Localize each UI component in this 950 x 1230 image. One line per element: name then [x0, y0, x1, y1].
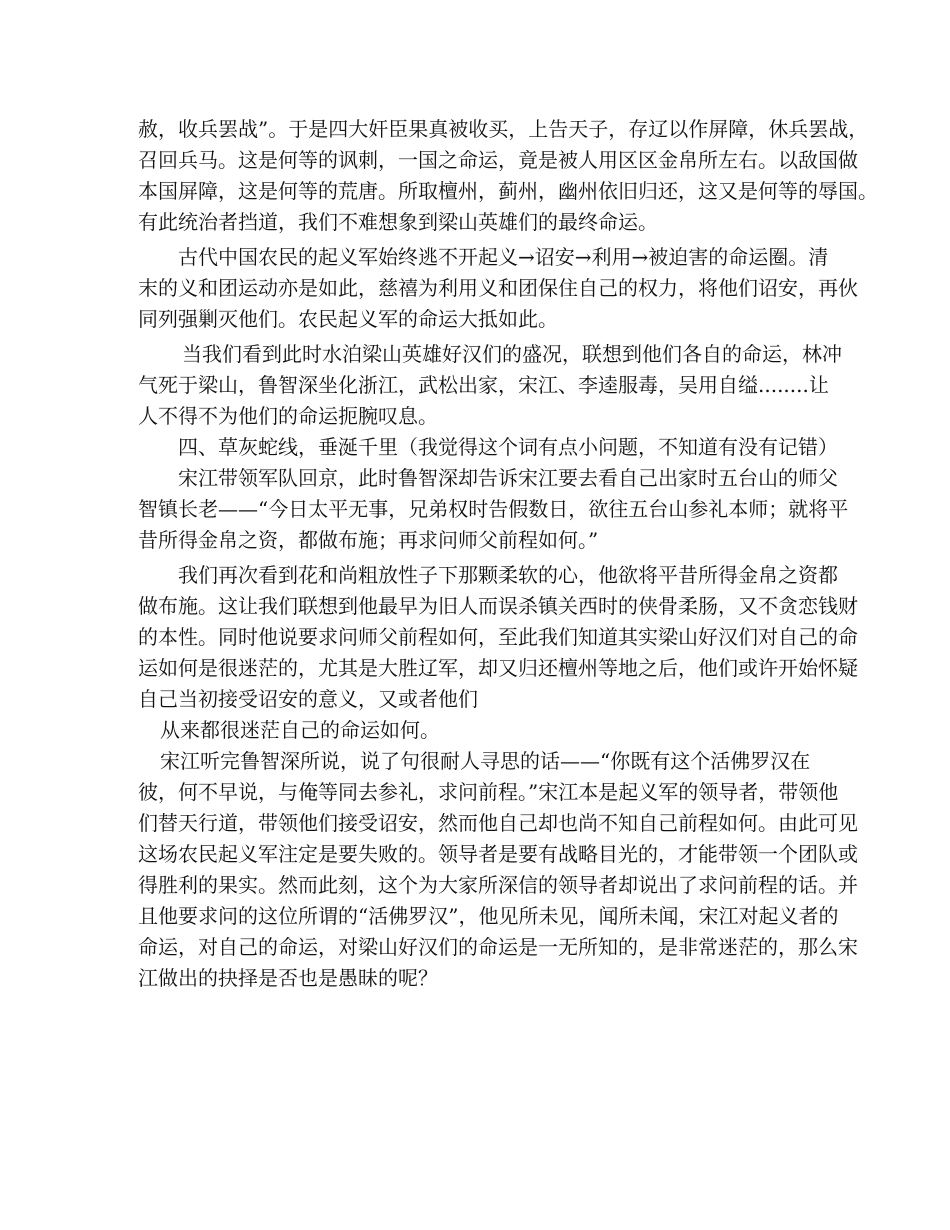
text-line: 运如何是很迷茫的，尤其是大胜辽军，却又归还檀州等地之后，他们或许开始怀疑	[138, 656, 858, 680]
text-line: 这场农民起义军注定是要失败的。领导者是要有战略目光的，才能带领一个团队或	[138, 842, 858, 866]
text-line: 当我们看到此时水泊梁山英雄好汉们的盛况，联想到他们各自的命运，林冲	[182, 342, 842, 366]
text-line: 有此统治者挡道，我们不难想象到梁山英雄们的最终命运。	[138, 210, 658, 234]
text-line: 命运，对自己的命运，对梁山好汉们的命运是一无所知的，是非常迷茫的，那么宋	[138, 935, 858, 959]
text-line: 同列强剿灭他们。农民起义军的命运大抵如此。	[138, 307, 558, 331]
text-line: 从来都很迷茫自己的命运如何。	[160, 718, 440, 742]
text-line: 自己当初接受诏安的意义，又或者他们	[138, 687, 478, 711]
text-line: 智镇长老——“今日太平无事，兄弟权时告假数日，欲往五台山参礼本师；就将平	[138, 497, 849, 521]
text-line: 江做出的抉择是否也是愚昧的呢？	[138, 966, 438, 990]
text-line: 彼，何不早说，与俺等同去参礼，求问前程。”宋江本是起义军的领导者，带领他	[138, 780, 839, 804]
text-line: 赦，收兵罢战”。于是四大奸臣果真被收买，上告天子，存辽以作屏障，休兵罢战，	[138, 117, 869, 141]
text-line: 人不得不为他们的命运扼腕叹息。	[138, 404, 438, 428]
text-line: 宋江带领军队回京，此时鲁智深却告诉宋江要去看自己出家时五台山的师父	[178, 466, 838, 490]
text-line: 气死于梁山，鲁智深坐化浙江，武松出家，宋江、李逵服毒，吴用自缢........让	[138, 373, 829, 397]
paragraph-3	[138, 339, 842, 432]
paragraph-6	[138, 560, 858, 715]
text-line: 宋江听完鲁智深所说，说了句很耐人寻思的话——“你既有这个活佛罗汉在	[160, 749, 811, 773]
paragraph-7	[138, 715, 828, 746]
document-body	[138, 114, 878, 994]
section-heading	[138, 432, 838, 463]
text-line: 得胜利的果实。然而此刻，这个为大家所深信的领导者却说出了求问前程的话。并	[138, 873, 858, 897]
paragraph-8	[138, 746, 858, 994]
paragraph-5	[138, 463, 849, 556]
text-line: 我们再次看到花和尚粗放性子下那颗柔软的心，他欲将平昔所得金帛之资都	[178, 563, 838, 587]
text-line: 们替天行道，带领他们接受诏安，然而他自己却也尚不知自己前程如何。由此可见	[138, 811, 858, 835]
text-line: 召回兵马。这是何等的讽刺，一国之命运，竟是被人用区区金帛所左右。以敌国做	[138, 148, 858, 172]
paragraph-1	[138, 114, 878, 238]
text-line: 古代中国农民的起义军始终逃不开起义→诏安→利用→被迫害的命运圈。清	[178, 245, 829, 269]
text-line: 做布施。这让我们联想到他最早为旧人而误杀镇关西时的侠骨柔肠，又不贪恋钱财	[138, 594, 858, 618]
text-line: 的本性。同时他说要求问师父前程如何，至此我们知道其实梁山好汉们对自己的命	[138, 625, 858, 649]
text-line: 末的义和团运动亦是如此，慈禧为利用义和团保住自己的权力，将他们诏安，再伙	[138, 276, 858, 300]
text-line: 昔所得金帛之资，都做布施；再求问师父前程如何。”	[138, 528, 599, 552]
text-line: 四、草灰蛇线，垂涎千里（我觉得这个词有点小问题，不知道有没有记错）	[178, 435, 838, 459]
text-line: 且他要求问的这位所谓的“活佛罗汉”，他见所未见，闻所未闻，宋江对起义者的	[138, 904, 839, 928]
paragraph-2	[138, 242, 858, 335]
text-line: 本国屏障，这是何等的荒唐。所取檀州，蓟州，幽州依旧归还，这又是何等的辱国。	[138, 179, 878, 203]
